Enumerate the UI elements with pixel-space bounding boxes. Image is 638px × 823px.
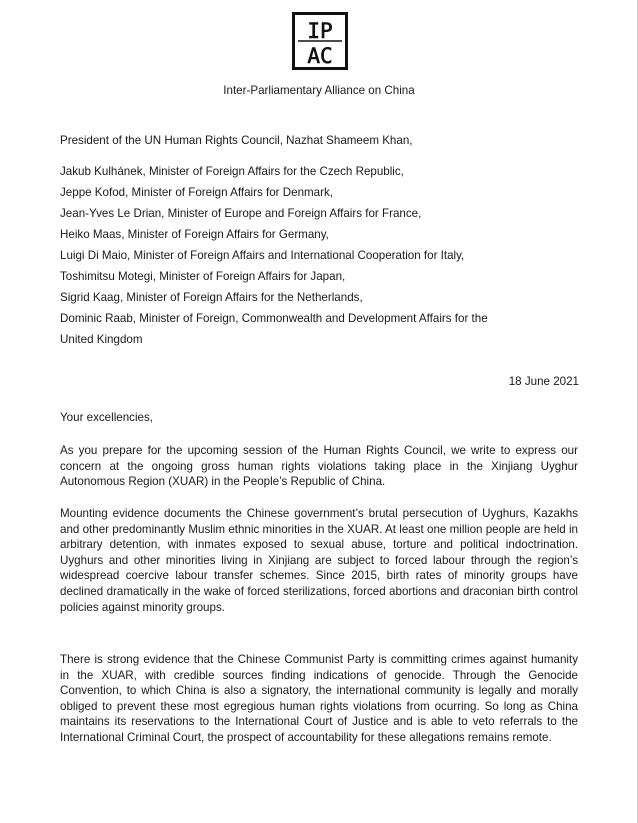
- body-paragraph: As you prepare for the upcoming session of the Human Rights Council, we write to express our concern at the ongoing gross human rights violations taking place in the Xinjiang Uyghur Autonomous Region (XUAR) in the People’s Republic of China.: [60, 444, 578, 489]
- salutation: Your excellencies,: [60, 411, 154, 424]
- recipient-line: Heiko Maas, Minister of Foreign Affairs for Germany,: [60, 228, 329, 241]
- recipient-line: Dominic Raab, Minister of Foreign, Commonwealth and Development Affairs for the: [60, 312, 488, 325]
- organization-name: Inter-Parliamentary Alliance on China: [223, 84, 415, 97]
- recipient-line: United Kingdom: [60, 333, 143, 346]
- recipient-line: Luigi Di Maio, Minister of Foreign Affairs and International Cooperation for Italy,: [60, 249, 465, 262]
- recipient-line: Jeppe Kofod, Minister of Foreign Affairs for Denmark,: [60, 186, 334, 199]
- letter-date: 18 June 2021: [508, 375, 579, 388]
- recipient-line: Toshimitsu Motegi, Minister of Foreign Affairs for Japan,: [60, 270, 346, 283]
- recipient-line: Jakub Kulhánek, Minister of Foreign Affairs for the Czech Republic,: [60, 165, 404, 178]
- recipient-line: President of the UN Human Rights Council, Nazhat Shameem Khan,: [60, 134, 413, 147]
- body-paragraph: There is strong evidence that the Chinese Communist Party is committing crimes against humanity in the XUAR, with credible sources finding indications of genocide. Through the Genocide Convention, to which China is also a signatory, the international community is legally and morally obliged to prevent these most egregious human rights violations from ocurring. So long as China maintains its reservations to the International Court of Justice and is able to veto referrals to the International Criminal Court, the prospect of accountability for these allegations remains remote.: [60, 653, 578, 744]
- logo-text-bottom: AC: [307, 44, 333, 68]
- recipient-line: Jean-Yves Le Drian, Minister of Europe and Foreign Affairs for France,: [60, 207, 422, 220]
- ipac-logo: [292, 12, 348, 70]
- body-paragraph: Mounting evidence documents the Chinese government’s brutal persecution of Uyghurs, Kazakhs and other predominantly Muslim ethnic minorities in the XUAR. At least one million people are held in arbitrary detention, with inmates exposed to sexual abuse, torture and political indoctrination. Uyghurs and other minorities living in Xinjiang are subject to forced labour through the region’s widespread coercive labour transfer schemes. Since 2015, birth rates of minority groups have declined dramatically in the wake of forced sterilizations, forced abortions and draconian birth control policies against minority groups.: [60, 507, 578, 614]
- logo-text-top: IP: [307, 19, 333, 43]
- recipient-line: Sigrid Kaag, Minister of Foreign Affairs for the Netherlands,: [60, 291, 363, 304]
